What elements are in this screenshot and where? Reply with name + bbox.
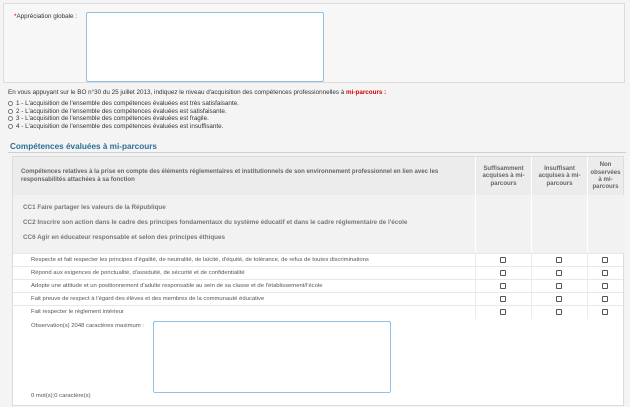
competence-cc6: CC6 Agir en éducateur responsable et selon des principes éthiques bbox=[23, 234, 226, 241]
level-instruction bbox=[8, 89, 386, 96]
level-radio-group bbox=[8, 100, 239, 130]
radio-button[interactable] bbox=[8, 124, 13, 129]
section-divider bbox=[8, 152, 626, 153]
level-option-3[interactable] bbox=[8, 115, 239, 123]
competences-table bbox=[12, 156, 624, 406]
competences-block-col bbox=[587, 195, 624, 253]
level-option-label: 2 - L'acquisition de l'ensemble des compétences évaluées est satisfaisante. bbox=[16, 107, 227, 115]
competence-cc2: CC2 Inscrire son action dans le cadre des principes fondamentaux du système éducatif et dans le cadre réglementaire de l'école bbox=[23, 219, 408, 226]
radio-button[interactable] bbox=[8, 109, 13, 114]
checkbox-suffisamment[interactable] bbox=[500, 309, 506, 315]
competences-block bbox=[13, 195, 475, 253]
instruction-highlight: mi-parcours : bbox=[346, 89, 387, 96]
checkbox-insuffisant[interactable] bbox=[556, 296, 562, 302]
column-header-insuffisant: Insuffisant acquises à mi-parcours bbox=[531, 157, 587, 195]
checkbox-insuffisant[interactable] bbox=[556, 270, 562, 276]
level-option-label: 4 - L'acquisition de l'ensemble des compétences évaluées est insuffisante. bbox=[16, 123, 224, 131]
word-character-counter: 0 mot(s);0 caractère(s) bbox=[31, 393, 91, 399]
column-divider bbox=[587, 253, 588, 319]
checkbox-suffisamment[interactable] bbox=[500, 257, 506, 263]
level-option-4[interactable] bbox=[8, 123, 239, 131]
appreciation-label bbox=[14, 13, 77, 20]
competences-block-col bbox=[531, 195, 588, 253]
radio-button[interactable] bbox=[8, 101, 13, 106]
level-option-2[interactable] bbox=[8, 108, 239, 116]
row-label: Respecte et fait respecter les principes d'égalité, de neutralité, de laïcité, d'équité, de tolérance, de refus de toutes discriminations bbox=[31, 257, 369, 263]
checkbox-insuffisant[interactable] bbox=[556, 257, 562, 263]
checkbox-non-observees[interactable] bbox=[602, 296, 608, 302]
checkbox-non-observees[interactable] bbox=[602, 270, 608, 276]
row-label: Adopte une attitude et un positionnement d'adulte responsable au sein de sa classe et de l'établissement/l'école bbox=[31, 283, 323, 289]
appreciation-label-text: Appréciation globale : bbox=[16, 13, 78, 20]
appreciation-panel bbox=[3, 3, 625, 83]
checkbox-non-observees[interactable] bbox=[602, 309, 608, 315]
table-header-main bbox=[13, 157, 475, 195]
column-divider bbox=[475, 253, 476, 319]
level-option-label: 1 - L'acquisition de l'ensemble des compétences évaluées est très satisfaisante. bbox=[16, 100, 239, 108]
checkbox-suffisamment[interactable] bbox=[500, 270, 506, 276]
instruction-text: En vous appuyant sur le BO n°30 du 25 juillet 2013, indiquez le niveau d'acquisition des compétences professionnelles à bbox=[8, 89, 347, 96]
competence-cc1: CC1 Faire partager les valeurs de la République bbox=[23, 204, 166, 211]
competences-block-col bbox=[475, 195, 532, 253]
radio-button[interactable] bbox=[8, 116, 13, 121]
checkbox-suffisamment[interactable] bbox=[500, 296, 506, 302]
checkbox-non-observees[interactable] bbox=[602, 283, 608, 289]
observation-label: Observation(s) 2048 caractères maximum : bbox=[31, 323, 144, 329]
appreciation-textarea[interactable] bbox=[86, 12, 324, 82]
level-option-1[interactable] bbox=[8, 100, 239, 108]
checkbox-non-observees[interactable] bbox=[602, 257, 608, 263]
row-label: Répond aux exigences de ponctualité, d'assiduité, de sécurité et de confidentialité bbox=[31, 270, 245, 276]
required-mark: * bbox=[14, 13, 17, 20]
checkbox-insuffisant[interactable] bbox=[556, 283, 562, 289]
column-header-suffisamment: Suffisamment acquises à mi-parcours bbox=[475, 157, 531, 195]
level-option-label: 3 - L'acquisition de l'ensemble des compétences évaluées est fragile. bbox=[16, 115, 209, 123]
table-header-text: Compétences relatives à la prise en compte des éléments réglementaires et institutionnels de son environnement professionnel en lien avec les responsabilités attachées à sa fonction bbox=[21, 168, 439, 183]
column-header-non-observees: Non observées à mi-parcours bbox=[587, 157, 623, 195]
column-divider bbox=[531, 253, 532, 319]
checkbox-insuffisant[interactable] bbox=[556, 309, 562, 315]
row-label: Fait respecter le règlement intérieur bbox=[31, 309, 124, 315]
checkbox-suffisamment[interactable] bbox=[500, 283, 506, 289]
section-title: Compétences évaluées à mi-parcours bbox=[10, 142, 157, 151]
observation-textarea[interactable] bbox=[153, 321, 391, 393]
row-label: Fait preuve de respect à l'égard des élèves et des membres de la communauté éducative bbox=[31, 296, 265, 302]
